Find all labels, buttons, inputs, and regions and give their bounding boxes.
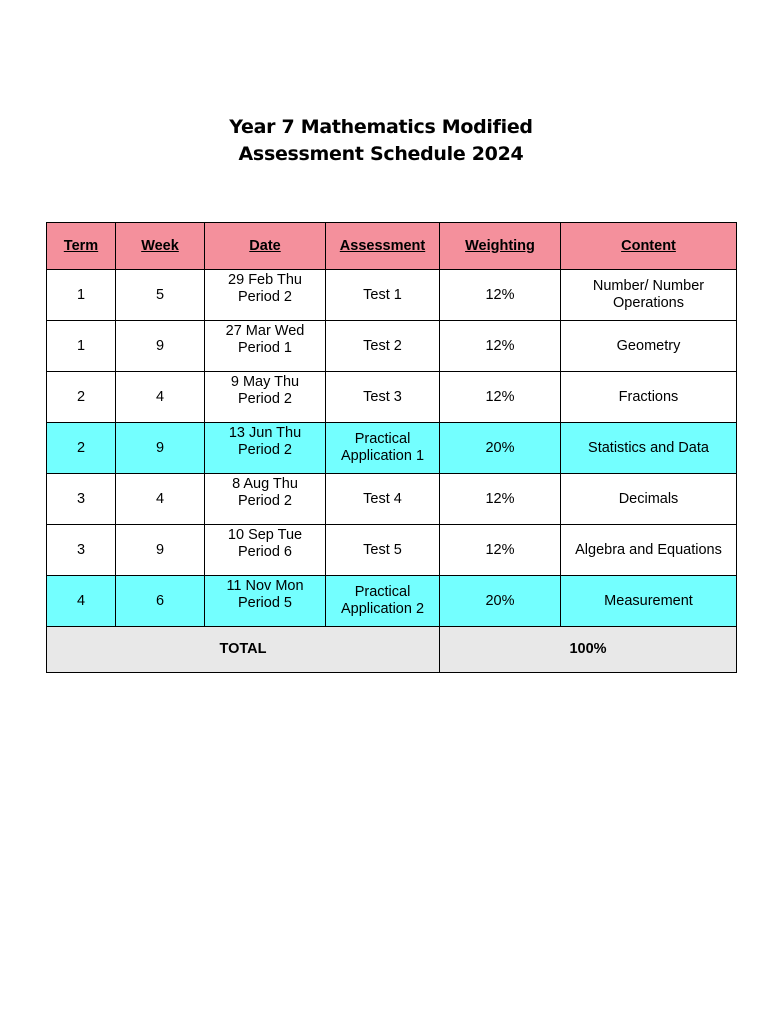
header-week: Week [116,223,205,270]
document-title [0,114,762,168]
table-row [47,576,737,627]
date-cell [205,372,326,423]
date-period: Period 2 [237,391,292,407]
weighting-cell: 12% [440,474,561,525]
date-cell [205,321,326,372]
content-cell: Measurement [561,576,737,627]
date-period: Period 2 [237,442,292,458]
week-cell: 4 [116,372,205,423]
total-label: TOTAL [47,627,440,673]
week-cell: 4 [116,474,205,525]
content-cell: Number/ Number Operations [561,270,737,321]
date-period: Period 1 [237,340,292,356]
term-cell: 3 [47,525,116,576]
date-cell [205,423,326,474]
weighting-cell: 12% [440,525,561,576]
date-cell [205,525,326,576]
week-cell: 5 [116,270,205,321]
content-cell: Decimals [561,474,737,525]
weighting-cell: 12% [440,372,561,423]
header-content: Content [561,223,737,270]
assessment-cell: Test 2 [326,321,440,372]
date-period: Period 2 [237,289,292,305]
date-period: Period 2 [237,493,292,509]
assessment-cell: Practical Application 2 [326,576,440,627]
header-weighting: Weighting [440,223,561,270]
assessment-cell: Practical Application 1 [326,423,440,474]
header-date: Date [205,223,326,270]
date-day: 9 May Thu [230,374,300,390]
week-cell: 6 [116,576,205,627]
table-row [47,372,737,423]
assessment-cell: Test 1 [326,270,440,321]
date-period: Period 6 [237,544,292,560]
table-row [47,270,737,321]
date-day: 8 Aug Thu [232,476,298,492]
date-day: 29 Feb Thu [228,272,302,288]
total-row [47,627,737,673]
weighting-cell: 12% [440,270,561,321]
date-day: 11 Nov Mon [226,578,304,594]
content-cell: Algebra and Equations [561,525,737,576]
weighting-cell: 20% [440,576,561,627]
header-assessment: Assessment [326,223,440,270]
date-period: Period 5 [237,595,292,611]
week-cell: 9 [116,525,205,576]
term-cell: 1 [47,321,116,372]
term-cell: 2 [47,372,116,423]
title-line-1: Year 7 Mathematics Modified [229,116,533,138]
term-cell: 3 [47,474,116,525]
date-day: 10 Sep Tue [227,527,303,543]
weighting-cell: 20% [440,423,561,474]
date-cell [205,270,326,321]
content-cell: Geometry [561,321,737,372]
assessment-cell: Test 3 [326,372,440,423]
assessment-schedule-table [46,222,737,673]
weighting-cell: 12% [440,321,561,372]
table-row [47,423,737,474]
term-cell: 4 [47,576,116,627]
assessment-cell: Test 4 [326,474,440,525]
table-row [47,525,737,576]
table-header-row [47,223,737,270]
title-line-2: Assessment Schedule 2024 [238,143,524,165]
date-cell [205,576,326,627]
header-term: Term [47,223,116,270]
total-value: 100% [440,627,737,673]
assessment-cell: Test 5 [326,525,440,576]
table-row [47,321,737,372]
date-day: 27 Mar Wed [225,323,305,339]
content-cell: Fractions [561,372,737,423]
term-cell: 2 [47,423,116,474]
table-row [47,474,737,525]
date-cell [205,474,326,525]
term-cell: 1 [47,270,116,321]
date-day: 13 Jun Thu [228,425,302,441]
content-cell: Statistics and Data [561,423,737,474]
week-cell: 9 [116,321,205,372]
week-cell: 9 [116,423,205,474]
